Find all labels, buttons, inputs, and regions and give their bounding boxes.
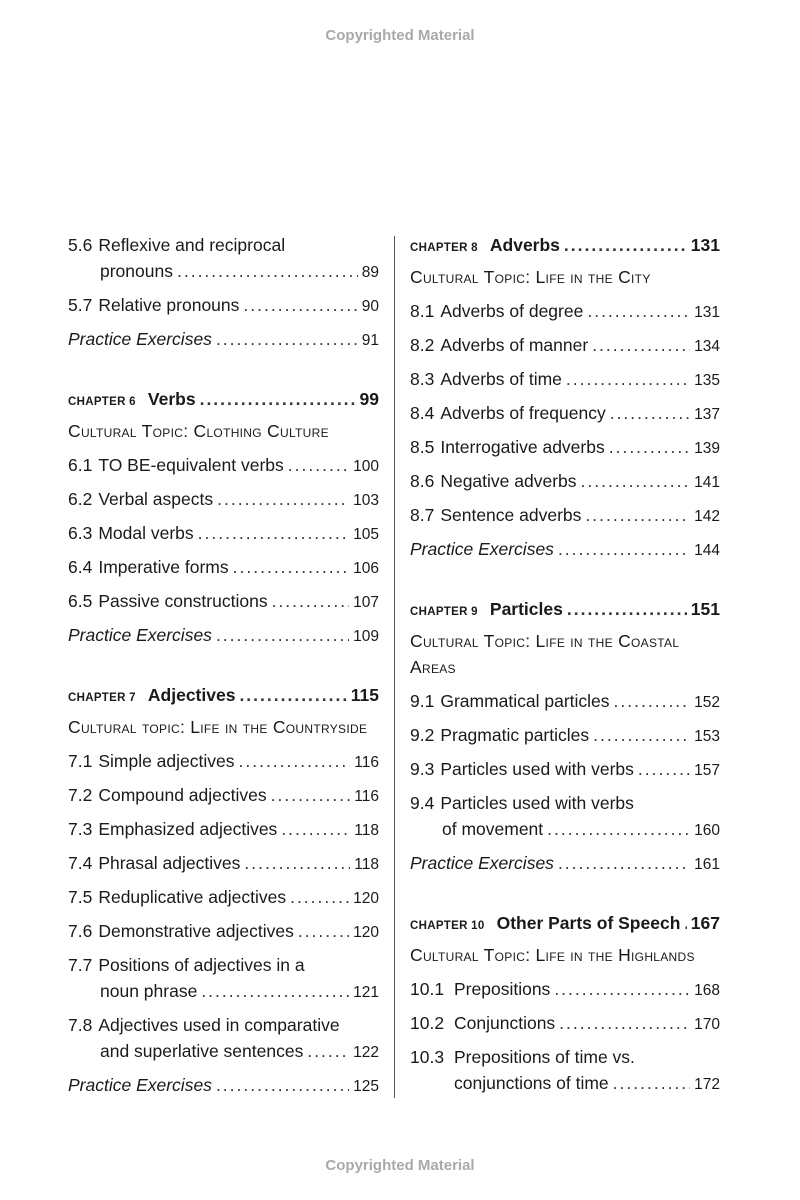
page-number: 109 bbox=[353, 628, 379, 645]
item-title: Emphasized adjectives bbox=[98, 819, 278, 839]
toc-practice-exercises[interactable] bbox=[68, 1072, 379, 1098]
page-number: 116 bbox=[354, 754, 379, 771]
item-title: Conjunctions bbox=[454, 1013, 556, 1033]
item-title: Positions of adjectives in a bbox=[98, 955, 305, 975]
page-number: 170 bbox=[694, 1016, 720, 1033]
chapter-heading[interactable] bbox=[410, 232, 720, 258]
dot-leader bbox=[547, 816, 690, 842]
chapter-title: Adverbs bbox=[489, 235, 560, 255]
item-title: Adverbs of time bbox=[440, 369, 562, 389]
dot-leader bbox=[587, 298, 690, 324]
page-number: 91 bbox=[361, 332, 379, 349]
toc-item-5-7[interactable] bbox=[68, 292, 379, 318]
toc-item[interactable] bbox=[410, 1010, 720, 1036]
item-number: 9.4 bbox=[410, 793, 435, 813]
item-title: Practice Exercises bbox=[68, 329, 212, 349]
dot-leader bbox=[271, 782, 351, 808]
item-title: Reflexive and reciprocal bbox=[98, 235, 286, 255]
dot-leader bbox=[217, 486, 349, 512]
page-number: 135 bbox=[694, 372, 720, 389]
toc-item-cont[interactable] bbox=[410, 1070, 720, 1096]
item-title: Adjectives used in comparative bbox=[98, 1015, 340, 1035]
page-number: 90 bbox=[361, 298, 379, 315]
toc-item[interactable] bbox=[410, 502, 720, 528]
page-number: 106 bbox=[353, 560, 379, 577]
item-number: 9.2 bbox=[410, 725, 435, 745]
page-number: 142 bbox=[694, 508, 720, 525]
item-title: Phrasal adjectives bbox=[98, 853, 241, 873]
item-title: Particles used with verbs bbox=[440, 793, 634, 813]
page-number: 144 bbox=[694, 542, 720, 559]
item-title: Relative pronouns bbox=[98, 295, 240, 315]
item-number: 7.4 bbox=[68, 853, 93, 873]
item-number: 8.2 bbox=[410, 335, 435, 355]
toc-item[interactable] bbox=[68, 884, 379, 910]
dot-leader bbox=[201, 978, 349, 1004]
dot-leader bbox=[564, 232, 687, 258]
item-number: 7.8 bbox=[68, 1015, 93, 1035]
dot-leader bbox=[684, 910, 686, 936]
item-title: noun phrase bbox=[100, 981, 198, 1001]
toc-item[interactable] bbox=[410, 1044, 720, 1070]
toc-item[interactable] bbox=[410, 434, 720, 460]
item-number: 5.7 bbox=[68, 295, 93, 315]
dot-leader bbox=[567, 596, 687, 622]
item-title: Adverbs of degree bbox=[440, 301, 584, 321]
item-number: 10.1 bbox=[410, 979, 445, 999]
toc-practice-exercises[interactable] bbox=[68, 326, 379, 352]
chapter-heading[interactable] bbox=[68, 682, 379, 708]
item-title: Adverbs of manner bbox=[440, 335, 589, 355]
toc-item[interactable] bbox=[68, 486, 379, 512]
page-number: 139 bbox=[694, 440, 720, 457]
toc-practice-exercises[interactable] bbox=[410, 536, 720, 562]
dot-leader bbox=[554, 976, 690, 1002]
item-title: Prepositions of time vs. bbox=[454, 1047, 635, 1067]
page-number: 131 bbox=[694, 304, 720, 321]
toc-item[interactable] bbox=[68, 520, 379, 546]
copyright-watermark-bottom: Copyrighted Material bbox=[325, 1157, 475, 1174]
item-title: Interrogative adverbs bbox=[440, 437, 605, 457]
dot-leader bbox=[585, 502, 690, 528]
page-number: 160 bbox=[694, 822, 720, 839]
item-number: 9.3 bbox=[410, 759, 435, 779]
toc-item[interactable] bbox=[68, 1012, 379, 1038]
item-number: 10.3 bbox=[410, 1047, 445, 1067]
toc-item[interactable] bbox=[410, 468, 720, 494]
dot-leader bbox=[559, 1010, 690, 1036]
toc-item[interactable] bbox=[68, 554, 379, 580]
page-number: 122 bbox=[353, 1044, 379, 1061]
chapter-number: CHAPTER 6 bbox=[68, 396, 136, 408]
item-title: Reduplicative adjectives bbox=[98, 887, 287, 907]
dot-leader bbox=[613, 1070, 690, 1096]
page-number: 168 bbox=[694, 982, 720, 999]
dot-leader bbox=[290, 884, 349, 910]
item-number: 8.4 bbox=[410, 403, 435, 423]
page-number: 172 bbox=[694, 1076, 720, 1093]
item-title: Imperative forms bbox=[98, 557, 229, 577]
toc-item[interactable] bbox=[68, 850, 379, 876]
toc-item[interactable] bbox=[410, 790, 720, 816]
chapter-title: Adjectives bbox=[147, 685, 236, 705]
toc-item[interactable] bbox=[410, 688, 720, 714]
item-number: 7.6 bbox=[68, 921, 93, 941]
cultural-topic: Cultural Topic: Life in the Coastal Areas bbox=[410, 631, 680, 677]
toc-chapter-7 bbox=[68, 682, 379, 1098]
item-number: 8.7 bbox=[410, 505, 435, 525]
page-number: 167 bbox=[690, 913, 720, 933]
dot-leader bbox=[558, 536, 690, 562]
page-number: 115 bbox=[350, 685, 379, 705]
item-number: 6.2 bbox=[68, 489, 93, 509]
item-number: 6.3 bbox=[68, 523, 93, 543]
page-number: 100 bbox=[353, 458, 379, 475]
dot-leader bbox=[272, 588, 350, 614]
dot-leader bbox=[638, 756, 690, 782]
item-number: 8.1 bbox=[410, 301, 435, 321]
item-number: 7.1 bbox=[68, 751, 93, 771]
toc-item[interactable] bbox=[68, 588, 379, 614]
toc-chapter-8 bbox=[410, 232, 720, 562]
item-title: conjunctions of time bbox=[454, 1073, 609, 1093]
item-title: Compound adjectives bbox=[98, 785, 267, 805]
dot-leader bbox=[614, 688, 691, 714]
dot-leader bbox=[307, 1038, 349, 1064]
toc-chapter-6 bbox=[68, 386, 379, 648]
chapter-title: Verbs bbox=[147, 389, 196, 409]
item-number: 9.1 bbox=[410, 691, 435, 711]
chapter-number: CHAPTER 8 bbox=[410, 242, 478, 254]
cultural-topic: Cultural Topic: Clothing Culture bbox=[68, 421, 329, 441]
toc-item[interactable] bbox=[410, 722, 720, 748]
item-title: Simple adjectives bbox=[98, 751, 235, 771]
page-number: 141 bbox=[694, 474, 720, 491]
page-number: 153 bbox=[694, 728, 720, 745]
page-number: 118 bbox=[354, 856, 379, 873]
item-number: 7.3 bbox=[68, 819, 93, 839]
dot-leader bbox=[200, 386, 356, 412]
chapter-number: CHAPTER 10 bbox=[410, 920, 485, 932]
dot-leader bbox=[239, 748, 351, 774]
toc-section-pre bbox=[68, 232, 379, 352]
item-number: 8.3 bbox=[410, 369, 435, 389]
copyright-watermark-top: Copyrighted Material bbox=[325, 27, 475, 44]
cultural-topic: Cultural topic: Life in the Countryside bbox=[68, 717, 368, 737]
page-number: 121 bbox=[353, 984, 379, 1001]
item-number: 7.7 bbox=[68, 955, 93, 975]
toc-item[interactable] bbox=[68, 816, 379, 842]
page-number: 131 bbox=[690, 235, 720, 255]
column-divider bbox=[394, 236, 395, 1098]
toc-item[interactable] bbox=[410, 298, 720, 324]
item-number: 6.1 bbox=[68, 455, 93, 475]
dot-leader bbox=[610, 400, 690, 426]
item-number: 7.2 bbox=[68, 785, 93, 805]
page-number: 137 bbox=[694, 406, 720, 423]
dot-leader bbox=[216, 1072, 349, 1098]
dot-leader bbox=[177, 258, 358, 284]
item-title: Passive constructions bbox=[98, 591, 268, 611]
toc-item[interactable] bbox=[68, 918, 379, 944]
chapter-number: CHAPTER 7 bbox=[68, 692, 136, 704]
item-title: and superlative sentences bbox=[100, 1041, 304, 1061]
item-title: Grammatical particles bbox=[440, 691, 610, 711]
dot-leader bbox=[593, 722, 690, 748]
page-number: 125 bbox=[353, 1078, 379, 1095]
dot-leader bbox=[581, 468, 691, 494]
page-number: 105 bbox=[353, 526, 379, 543]
item-title: Prepositions bbox=[454, 979, 551, 999]
page-number: 116 bbox=[354, 788, 379, 805]
dot-leader bbox=[239, 682, 346, 708]
item-number: 10.2 bbox=[410, 1013, 445, 1033]
page-number: 107 bbox=[353, 594, 379, 611]
page-number: 120 bbox=[353, 890, 379, 907]
item-title: Demonstrative adjectives bbox=[98, 921, 294, 941]
page-number: 99 bbox=[359, 389, 379, 409]
chapter-heading[interactable] bbox=[68, 386, 379, 412]
dot-leader bbox=[592, 332, 690, 358]
dot-leader bbox=[216, 326, 358, 352]
item-number: 8.6 bbox=[410, 471, 435, 491]
item-title: pronouns bbox=[100, 261, 173, 281]
page-number: 157 bbox=[694, 762, 720, 779]
item-title: TO BE-equivalent verbs bbox=[98, 455, 284, 475]
page-number: 134 bbox=[694, 338, 720, 355]
item-title: Verbal aspects bbox=[98, 489, 214, 509]
toc-chapter-9 bbox=[410, 596, 720, 876]
item-number: 5.6 bbox=[68, 235, 93, 255]
page-number: 152 bbox=[694, 694, 720, 711]
toc-item-5-6-cont[interactable] bbox=[68, 258, 379, 284]
toc-item-cont[interactable] bbox=[68, 978, 379, 1004]
item-title: Particles used with verbs bbox=[440, 759, 634, 779]
dot-leader bbox=[298, 918, 349, 944]
chapter-heading[interactable] bbox=[410, 910, 720, 936]
item-title: Practice Exercises bbox=[68, 625, 212, 645]
item-title: Sentence adverbs bbox=[440, 505, 582, 525]
cultural-topic: Cultural Topic: Life in the Highlands bbox=[410, 945, 695, 965]
page-number: 151 bbox=[690, 599, 720, 619]
dot-leader bbox=[288, 452, 349, 478]
item-title: Pragmatic particles bbox=[440, 725, 590, 745]
toc-item[interactable] bbox=[68, 952, 379, 978]
item-title: Practice Exercises bbox=[410, 853, 554, 873]
dot-leader bbox=[558, 850, 690, 876]
dot-leader bbox=[198, 520, 349, 546]
item-title: Practice Exercises bbox=[68, 1075, 212, 1095]
toc-column-right bbox=[410, 232, 720, 1104]
dot-leader bbox=[216, 622, 349, 648]
dot-leader bbox=[609, 434, 690, 460]
toc-item[interactable] bbox=[68, 452, 379, 478]
dot-leader bbox=[566, 366, 690, 392]
chapter-heading[interactable] bbox=[410, 596, 720, 622]
toc-item[interactable] bbox=[410, 400, 720, 426]
toc-item[interactable] bbox=[68, 782, 379, 808]
item-number: 6.5 bbox=[68, 591, 93, 611]
item-title: Adverbs of frequency bbox=[440, 403, 606, 423]
toc-item-cont[interactable] bbox=[68, 1038, 379, 1064]
page-number: 120 bbox=[353, 924, 379, 941]
toc-chapter-10 bbox=[410, 910, 720, 1096]
item-title: Modal verbs bbox=[98, 523, 194, 543]
dot-leader bbox=[233, 554, 349, 580]
item-number: 6.4 bbox=[68, 557, 93, 577]
cultural-topic: Cultural Topic: Life in the City bbox=[410, 267, 651, 287]
toc-practice-exercises[interactable] bbox=[410, 850, 720, 876]
dot-leader bbox=[243, 292, 357, 318]
toc-item[interactable] bbox=[410, 756, 720, 782]
toc-item[interactable] bbox=[410, 332, 720, 358]
toc-item[interactable] bbox=[68, 748, 379, 774]
dot-leader bbox=[281, 816, 350, 842]
toc-item-cont[interactable] bbox=[410, 816, 720, 842]
chapter-title: Particles bbox=[489, 599, 563, 619]
page-number: 118 bbox=[354, 822, 379, 839]
item-title: Negative adverbs bbox=[440, 471, 577, 491]
item-title: Practice Exercises bbox=[410, 539, 554, 559]
item-title: of movement bbox=[442, 819, 544, 839]
toc-item[interactable] bbox=[410, 366, 720, 392]
toc-practice-exercises[interactable] bbox=[68, 622, 379, 648]
chapter-number: CHAPTER 9 bbox=[410, 606, 478, 618]
page-number: 161 bbox=[694, 856, 720, 873]
item-number: 7.5 bbox=[68, 887, 93, 907]
toc-column-left bbox=[68, 232, 379, 1106]
page-number: 103 bbox=[353, 492, 379, 509]
item-number: 8.5 bbox=[410, 437, 435, 457]
page-number: 89 bbox=[361, 264, 379, 281]
chapter-title: Other Parts of Speech bbox=[496, 913, 681, 933]
toc-item[interactable] bbox=[410, 976, 720, 1002]
toc-item-5-6[interactable] bbox=[68, 232, 379, 258]
dot-leader bbox=[244, 850, 350, 876]
